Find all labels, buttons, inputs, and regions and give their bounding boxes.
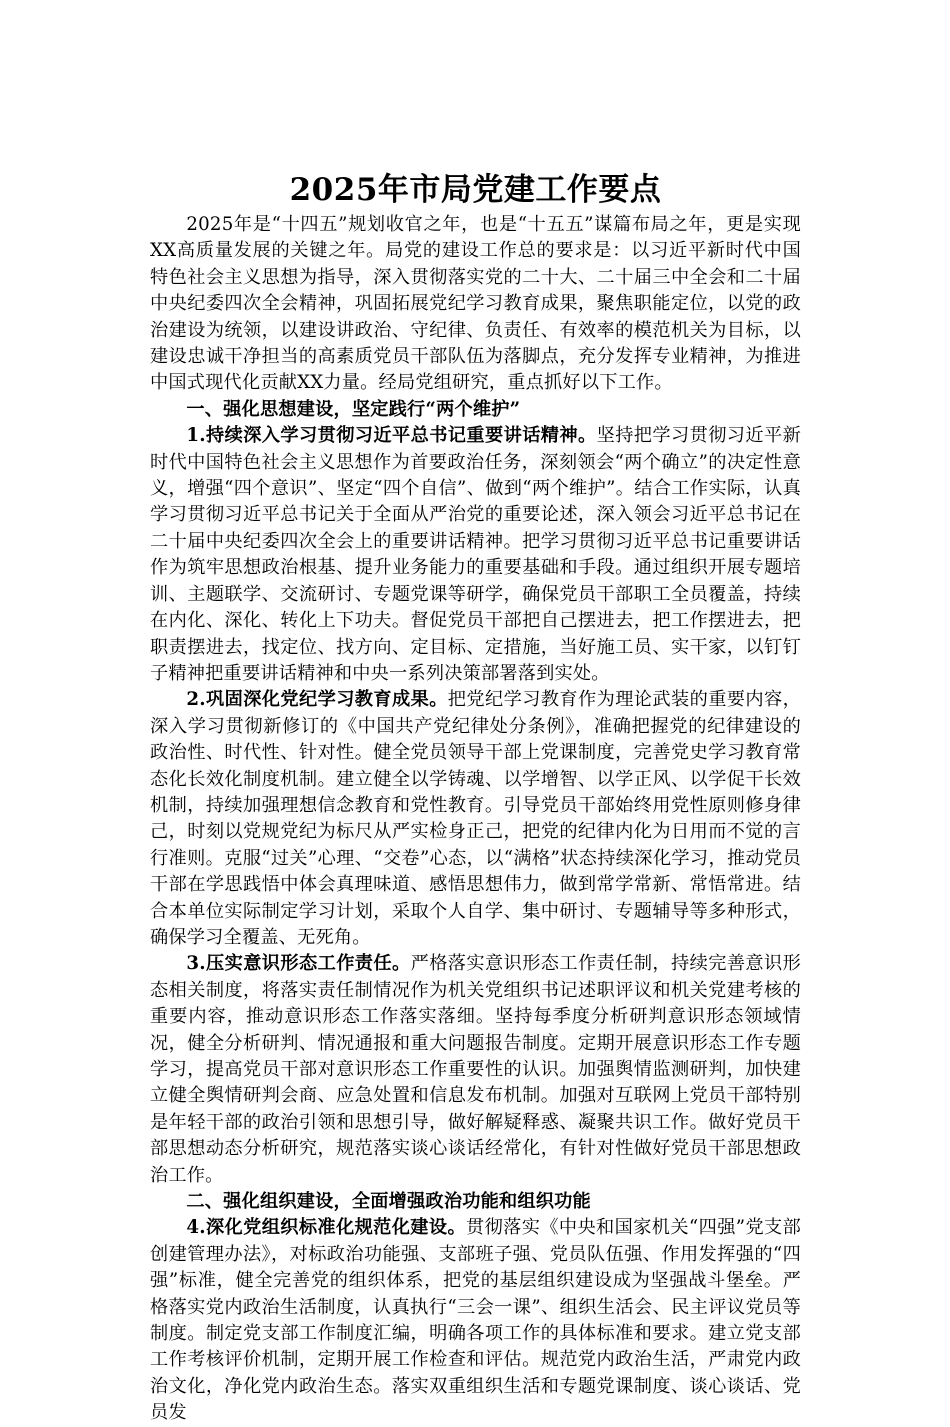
item-2-paragraph <box>150 687 801 951</box>
item-3-body: 严格落实意识形态工作责任制，持续完善意识形态相关制度，将落实责任制情况作为机关党组织书记述职评议和机关党建考核的重要内容，推动意识形态工作落实落细。坚持每季度分析研判意识形态领域情况，健全分析研判、情况通报和重大问题报告制度。定期开展意识形态工作专题学习，提高党员干部对意识形态工作重要性的认识。加强舆情监测研判，加快建立健全舆情研判会商、应急处置和信息发布机制。加强对互联网上党员干部特别是年轻干部的政治引领和思想引导，做好解疑释惑、凝聚共识工作。做好党员干部思想动态分析研究，规范落实谈心谈话经常化，有针对性做好党员干部思想政治工作。 <box>150 953 802 1186</box>
intro-paragraph: 2025年是“十四五”规划收官之年，也是“十五五”谋篇布局之年，更是实现XX高质量发展的关键之年。局党的建设工作总的要求是：以习近平新时代中国特色社会主义思想为指导，深入贯彻落实党的二十大、二十届三中全会和二十届中央纪委四次全会精神，巩固拓展党纪学习教育成果，聚焦职能定位，以党的政治建设为统领，以建设讲政治、守纪律、负责任、有效率的模范机关为目标，以建设忠诚干净担当的高素质党员干部队伍为落脚点，充分发挥专业精神，为推进中国式现代化贡献XX力量。经局党组研究，重点抓好以下工作。 <box>150 214 801 394</box>
item-1-lead: 1.持续深入学习贯彻习近平总书记重要讲话精神。 <box>186 425 597 447</box>
item-4-body: 贯彻落实《中央和国家机关“四强”党支部创建管理办法》，对标政治功能强、支部班子强、党员队伍强、作用发挥强的“四强”标准，健全完善党的组织体系，把党的基层组织建设成为坚强战斗堡垒。严格落实党内政治生活制度，认真执行“三会一课”、组织生活会、民主评议党员等制度。制定党支部工作制度汇编，明确各项工作的具体标准和要求。建立党支部工作考核评价机制，定期开展工作检查和评估。规范党内政治生活，严肃党内政治文化，净化党内政治生态。落实双重组织生活和专题党课制度、谈心谈话、党员发 <box>150 1217 801 1424</box>
item-4-paragraph <box>150 1215 801 1426</box>
document-title: 2025年市局党建工作要点 <box>289 172 662 208</box>
item-3-paragraph <box>150 951 801 1189</box>
item-3-lead: 3.压实意识形态工作责任。 <box>186 953 411 975</box>
item-2-lead: 2.巩固深化党纪学习教育成果。 <box>186 689 448 711</box>
item-2-body: 把党纪学习教育作为理论武装的重要内容，深入学习贯彻新修订的《中国共产党纪律处分条例》，准确把握党的纪律建设的政治性、时代性、针对性。健全党员领导干部上党课制度，完善党史学习教育常态化长效化制度机制。建立健全以学铸魂、以学增智、以学正风、以学促干长效机制，持续加强理想信念教育和党性教育。引导党员干部始终用党性原则修身律己，时刻以党规党纪为标尺从严实检身正己，把党的纪律内化为日用而不觉的言行准则。克服“过关”心理、“交卷”心态，以“满格”状态持续深化学习，推动党员干部在学思践悟中体会真理味道、感悟思想伟力，做到常学常新、常悟常进。结合本单位实际制定学习计划，采取个人自学、集中研讨、专题辅导等多种形式，确保学习全覆盖、无死角。 <box>150 689 801 948</box>
item-1-body: 坚持把学习贯彻习近平新时代中国特色社会主义思想作为首要政治任务，深刻领会“两个确立”的决定性意义，增强“四个意识”、坚定“四个自信”、做到“两个维护”。结合工作实际，认真学习贯彻习近平总书记关于全面从严治党的重要论述，深入领会习近平总书记在二十届中央纪委四次全会上的重要讲话精神。把学习贯彻习近平总书记重要讲话作为筑牢思想政治根基、提升业务能力的重要基础和手段。通过组织开展专题培训、主题联学、交流研讨、专题党课等研学，确保党员干部职工全员覆盖，持续在内化、深化、转化上下功夫。督促党员干部把自己摆进去，把工作摆进去，把职责摆进去，找定位、找方向、定目标、定措施，当好施工员、实干家，以钉钉子精神把重要讲话精神和中央一系列决策部署落到实处。 <box>150 425 802 684</box>
section-1-heading: 一、强化思想建设，坚定践行“两个维护” <box>186 398 521 420</box>
item-4-lead: 4.深化党组织标准化规范化建设。 <box>186 1217 467 1239</box>
item-1-paragraph <box>150 423 801 687</box>
section-2-heading: 二、强化组织建设，全面增强政治功能和组织功能 <box>186 1191 591 1213</box>
